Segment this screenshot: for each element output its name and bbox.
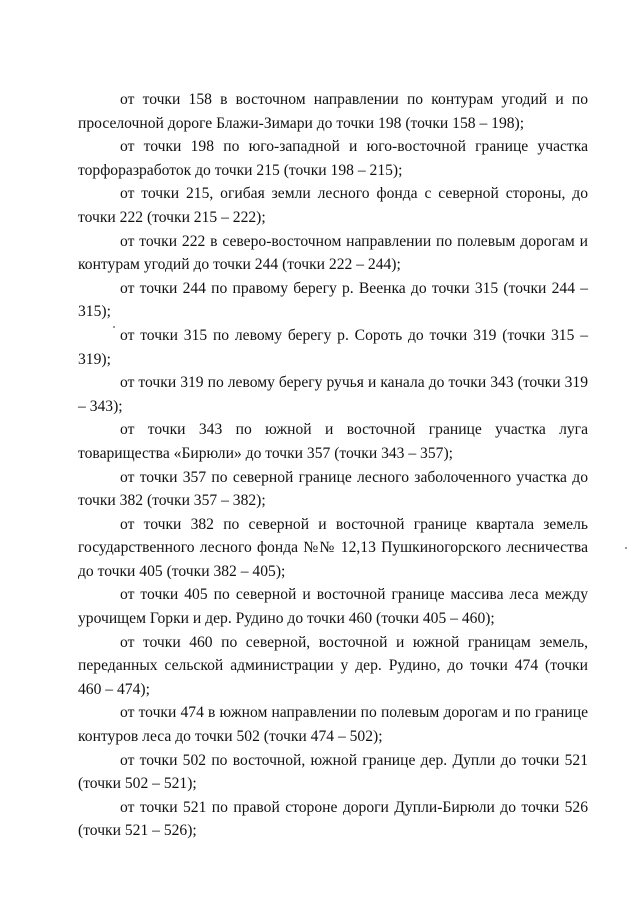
paragraph-4: от точки 222 в северо-восточном направлении по полевым дорогам и контурам угодий до точки 244 (точки 222 – 244); bbox=[78, 232, 588, 274]
paragraph-3: от точки 215, огибая земли лесного фонда с северной стороны, до точки 222 (точки 215 – 222); bbox=[78, 185, 588, 226]
paragraph-6: от точки 315 по левому берегу р. Сороть до точки 319 (точки 315 – 319); bbox=[78, 326, 588, 368]
paragraph-15: от точки 521 по правой стороне дороги Дупли-Бирюли до точки 526 (точки 521 – 526); bbox=[78, 798, 588, 840]
paragraph-5: от точки 244 по правому берегу р. Веенка до точки 315 (точки 244 – 315); bbox=[78, 279, 588, 321]
paragraph-9: от точки 357 по северной границе лесного заболоченного участка до точки 382 (точки 357 – 382); bbox=[78, 468, 588, 510]
paragraph-14: от точки 502 по восточной, южной границе дер. Дупли до точки 521 (точки 502 – 521); bbox=[78, 751, 588, 793]
paragraph-12: от точки 460 по северной, восточной и южной границам земель, переданных сельской администрации у дер. Рудино, до точки 474 (точки 460 – 474); bbox=[78, 633, 588, 698]
document-body bbox=[78, 88, 588, 843]
paragraph-13: от точки 474 в южном направлении по полевым дорогам и по границе контуров леса до точки 502 (точки 474 – 502); bbox=[78, 704, 588, 746]
paragraph-7: от точки 319 по левому берегу ручья и канала до точки 343 (точки 319 – 343); bbox=[78, 374, 588, 415]
scan-speck bbox=[625, 547, 627, 549]
paragraph-2: от точки 198 по юго-западной и юго-восточной границе участка торфоразработок до точки 215 (точки 198 – 215); bbox=[78, 138, 588, 179]
paragraph-10: от точки 382 по северной и восточной границе квартала земель государственного лесного фонда №№ 12,13 Пушкиногорского лесничества до точки 405 (точки 382 – 405); bbox=[78, 515, 588, 580]
scan-speck bbox=[113, 326, 115, 328]
paragraph-1: от точки 158 в восточном направлении по контурам угодий и по проселочной дороге Блажи-Зимари до точки 198 (точки 158 – 198); bbox=[78, 91, 588, 132]
paragraph-8: от точки 343 по южной и восточной границе участка луга товарищества «Бирюли» до точки 357 (точки 343 – 357); bbox=[78, 421, 588, 462]
paragraph-11: от точки 405 по северной и восточной границе массива леса между урочищем Горки и дер. Рудино до точки 460 (точки 405 – 460); bbox=[78, 586, 588, 628]
